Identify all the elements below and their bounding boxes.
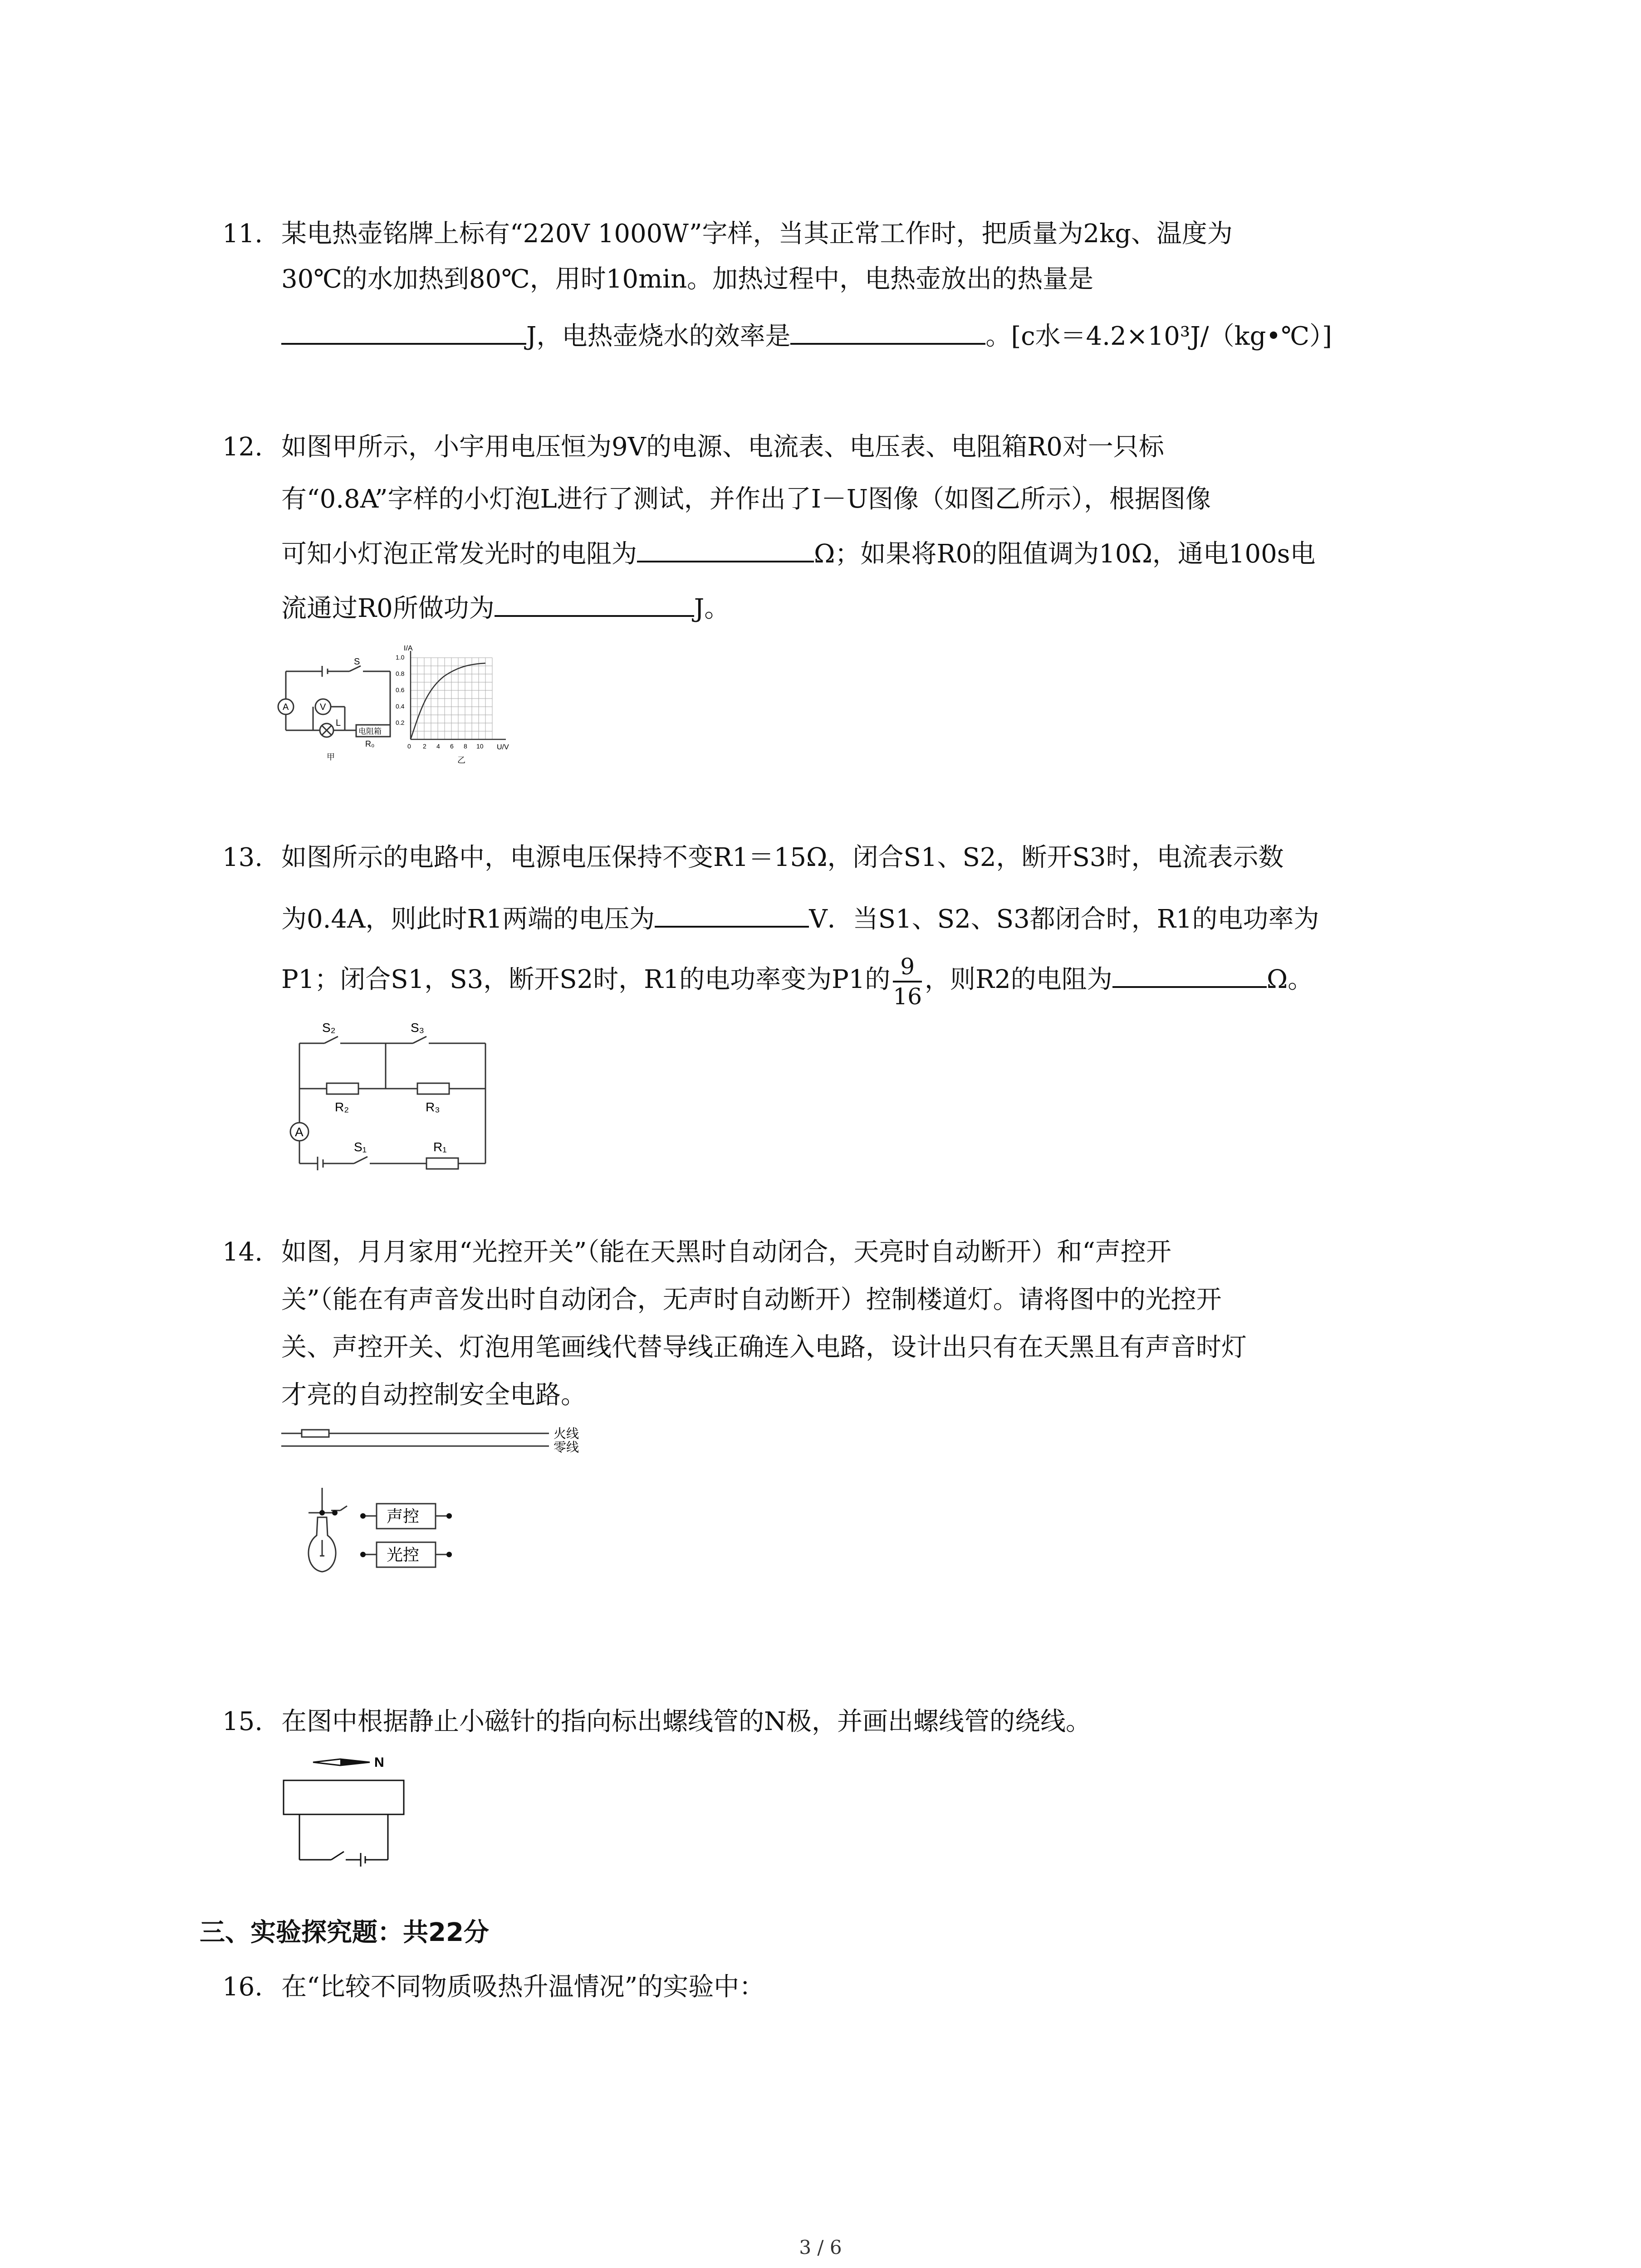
q15-number: 15.	[222, 1707, 263, 1736]
y-tick: 0.2	[396, 719, 405, 726]
x-tick: 10	[476, 743, 484, 750]
q12-circuit-figure	[272, 653, 408, 762]
y-tick: 0.8	[396, 670, 405, 677]
q13-line3	[281, 948, 1313, 1012]
q12-line3-text-a: 可知小灯泡正常发光时的电阻为	[281, 539, 637, 569]
q13-line3-text-a: P1；闭合S1，S3，断开S2时，R1的电功率变为P1的	[281, 965, 891, 994]
q12-line4-text-a: 流通过R0所做功为	[281, 594, 495, 623]
answer-blank[interactable]	[1112, 961, 1267, 988]
x-tick: 4	[436, 743, 440, 750]
answer-blank[interactable]	[281, 318, 526, 345]
q14-line4: 才亮的自动控制安全电路。	[281, 1380, 586, 1410]
sound-switch-label: 声控	[387, 1507, 420, 1525]
q13-line3-text-c: Ω。	[1266, 965, 1313, 994]
switch-label: S	[354, 657, 360, 667]
q15-solenoid-figure	[272, 1751, 426, 1896]
q11-line2: 30℃的水加热到80℃，用时10min。加热过程中，电热壶放出的热量是	[281, 264, 1094, 294]
q13-line2	[281, 900, 1319, 936]
q12-line2: 有“0.8A”字样的小灯泡L进行了测试，并作出了I－U图像（如图乙所示），根据图像	[281, 484, 1211, 514]
q14-line3: 关、声控开关、灯泡用笔画线代替导线正确连入电路，设计出只有在天黑且有声音时灯	[281, 1333, 1247, 1362]
q12-iu-graph	[395, 644, 544, 780]
x-tick: 2	[423, 743, 426, 750]
voltmeter-label: V	[320, 702, 326, 712]
y-tick: 0.4	[396, 703, 405, 710]
x-tick: 0	[407, 743, 411, 750]
q15-line1: 在图中根据静止小磁针的指向标出螺线管的N极，并画出螺线管的绕线。	[281, 1707, 1091, 1736]
q12-line4	[281, 590, 730, 625]
q13-number: 13.	[222, 843, 263, 872]
resistance-box-label: 电阻箱	[358, 727, 382, 736]
ammeter-label: A	[283, 702, 289, 712]
r2-label: R₂	[335, 1100, 349, 1114]
q12-line1: 如图甲所示，小宇用电压恒为9V的电源、电流表、电压表、电阻箱R0对一只标	[281, 432, 1164, 462]
q12-number: 12.	[222, 432, 263, 462]
y-tick: 1.0	[396, 654, 405, 661]
q11-line1: 某电热壶铭牌上标有“220V 1000W”字样，当其正常工作时，把质量为2kg、温度为	[281, 219, 1233, 249]
r1-label: R₁	[433, 1140, 447, 1154]
q14-line1: 如图，月月家用“光控开关”（能在天黑时自动闭合，天亮时自动断开）和“声控开	[281, 1237, 1171, 1267]
section-3-heading: 三、实验探究题：共22分	[200, 1918, 489, 1947]
q13-line2-text-b: V．当S1、S2、S3都闭合时，R1的电功率为	[809, 904, 1319, 934]
q16-number: 16.	[222, 1972, 263, 2002]
lamp-label: L	[336, 718, 341, 728]
r0-label: R₀	[365, 739, 375, 748]
q11-line3	[281, 318, 1332, 353]
q14-line2: 关”（能在有声音发出时自动闭合，无声时自动断开）控制楼道灯。请将图中的光控开	[281, 1285, 1222, 1315]
answer-blank[interactable]	[495, 590, 694, 617]
q12-line4-text-b: J。	[694, 594, 730, 623]
q16-line1: 在“比较不同物质吸热升温情况”的实验中：	[281, 1972, 765, 2002]
fraction-numerator: 9	[893, 953, 922, 982]
q13-line3-text-b: ，则R2的电阻为	[925, 965, 1112, 994]
live-wire-label: 火线	[554, 1427, 579, 1441]
s3-label: S₃	[411, 1021, 425, 1035]
answer-blank[interactable]	[790, 318, 985, 345]
answer-blank[interactable]	[655, 900, 809, 928]
n-pole-label: N	[374, 1755, 384, 1770]
q11-line3-text-b: 。[c水＝4.2×10³J/（kg•℃）]	[985, 322, 1332, 351]
q12-line3	[281, 535, 1316, 571]
q14-number: 14.	[222, 1237, 263, 1267]
q11-number: 11.	[222, 219, 263, 249]
x-tick: 6	[450, 743, 454, 750]
neutral-wire-label: 零线	[554, 1440, 579, 1454]
q14-wiring-figure	[272, 1420, 617, 1583]
q13-line2-text-a: 为0.4A，则此时R1两端的电压为	[281, 904, 655, 934]
answer-blank[interactable]	[637, 535, 814, 562]
x-tick: 8	[464, 743, 467, 750]
s1-label: S₁	[354, 1140, 367, 1154]
q12-line3-text-b: Ω；如果将R0的阻值调为10Ω，通电100s电	[814, 539, 1316, 569]
fig-jia-caption: 甲	[327, 753, 335, 762]
fig-yi-caption: 乙	[457, 756, 465, 765]
s2-label: S₂	[322, 1021, 336, 1035]
q13-line1: 如图所示的电路中，电源电压保持不变R1＝15Ω，闭合S1、S2，断开S3时，电流表示数	[281, 843, 1284, 872]
y-tick: 0.6	[396, 686, 405, 694]
fraction-denominator: 16	[893, 983, 922, 1010]
x-axis-label: U/V	[497, 743, 509, 751]
page-number: 3 / 6	[799, 2236, 842, 2258]
y-axis-label: I/A	[404, 645, 413, 652]
light-switch-label: 光控	[387, 1545, 420, 1564]
ammeter-label: A	[295, 1125, 304, 1139]
r3-label: R₃	[426, 1100, 440, 1114]
q11-line3-text-a: J，电热壶烧水的效率是	[526, 322, 791, 351]
fraction	[893, 953, 922, 1011]
q13-circuit-figure	[272, 1016, 499, 1170]
